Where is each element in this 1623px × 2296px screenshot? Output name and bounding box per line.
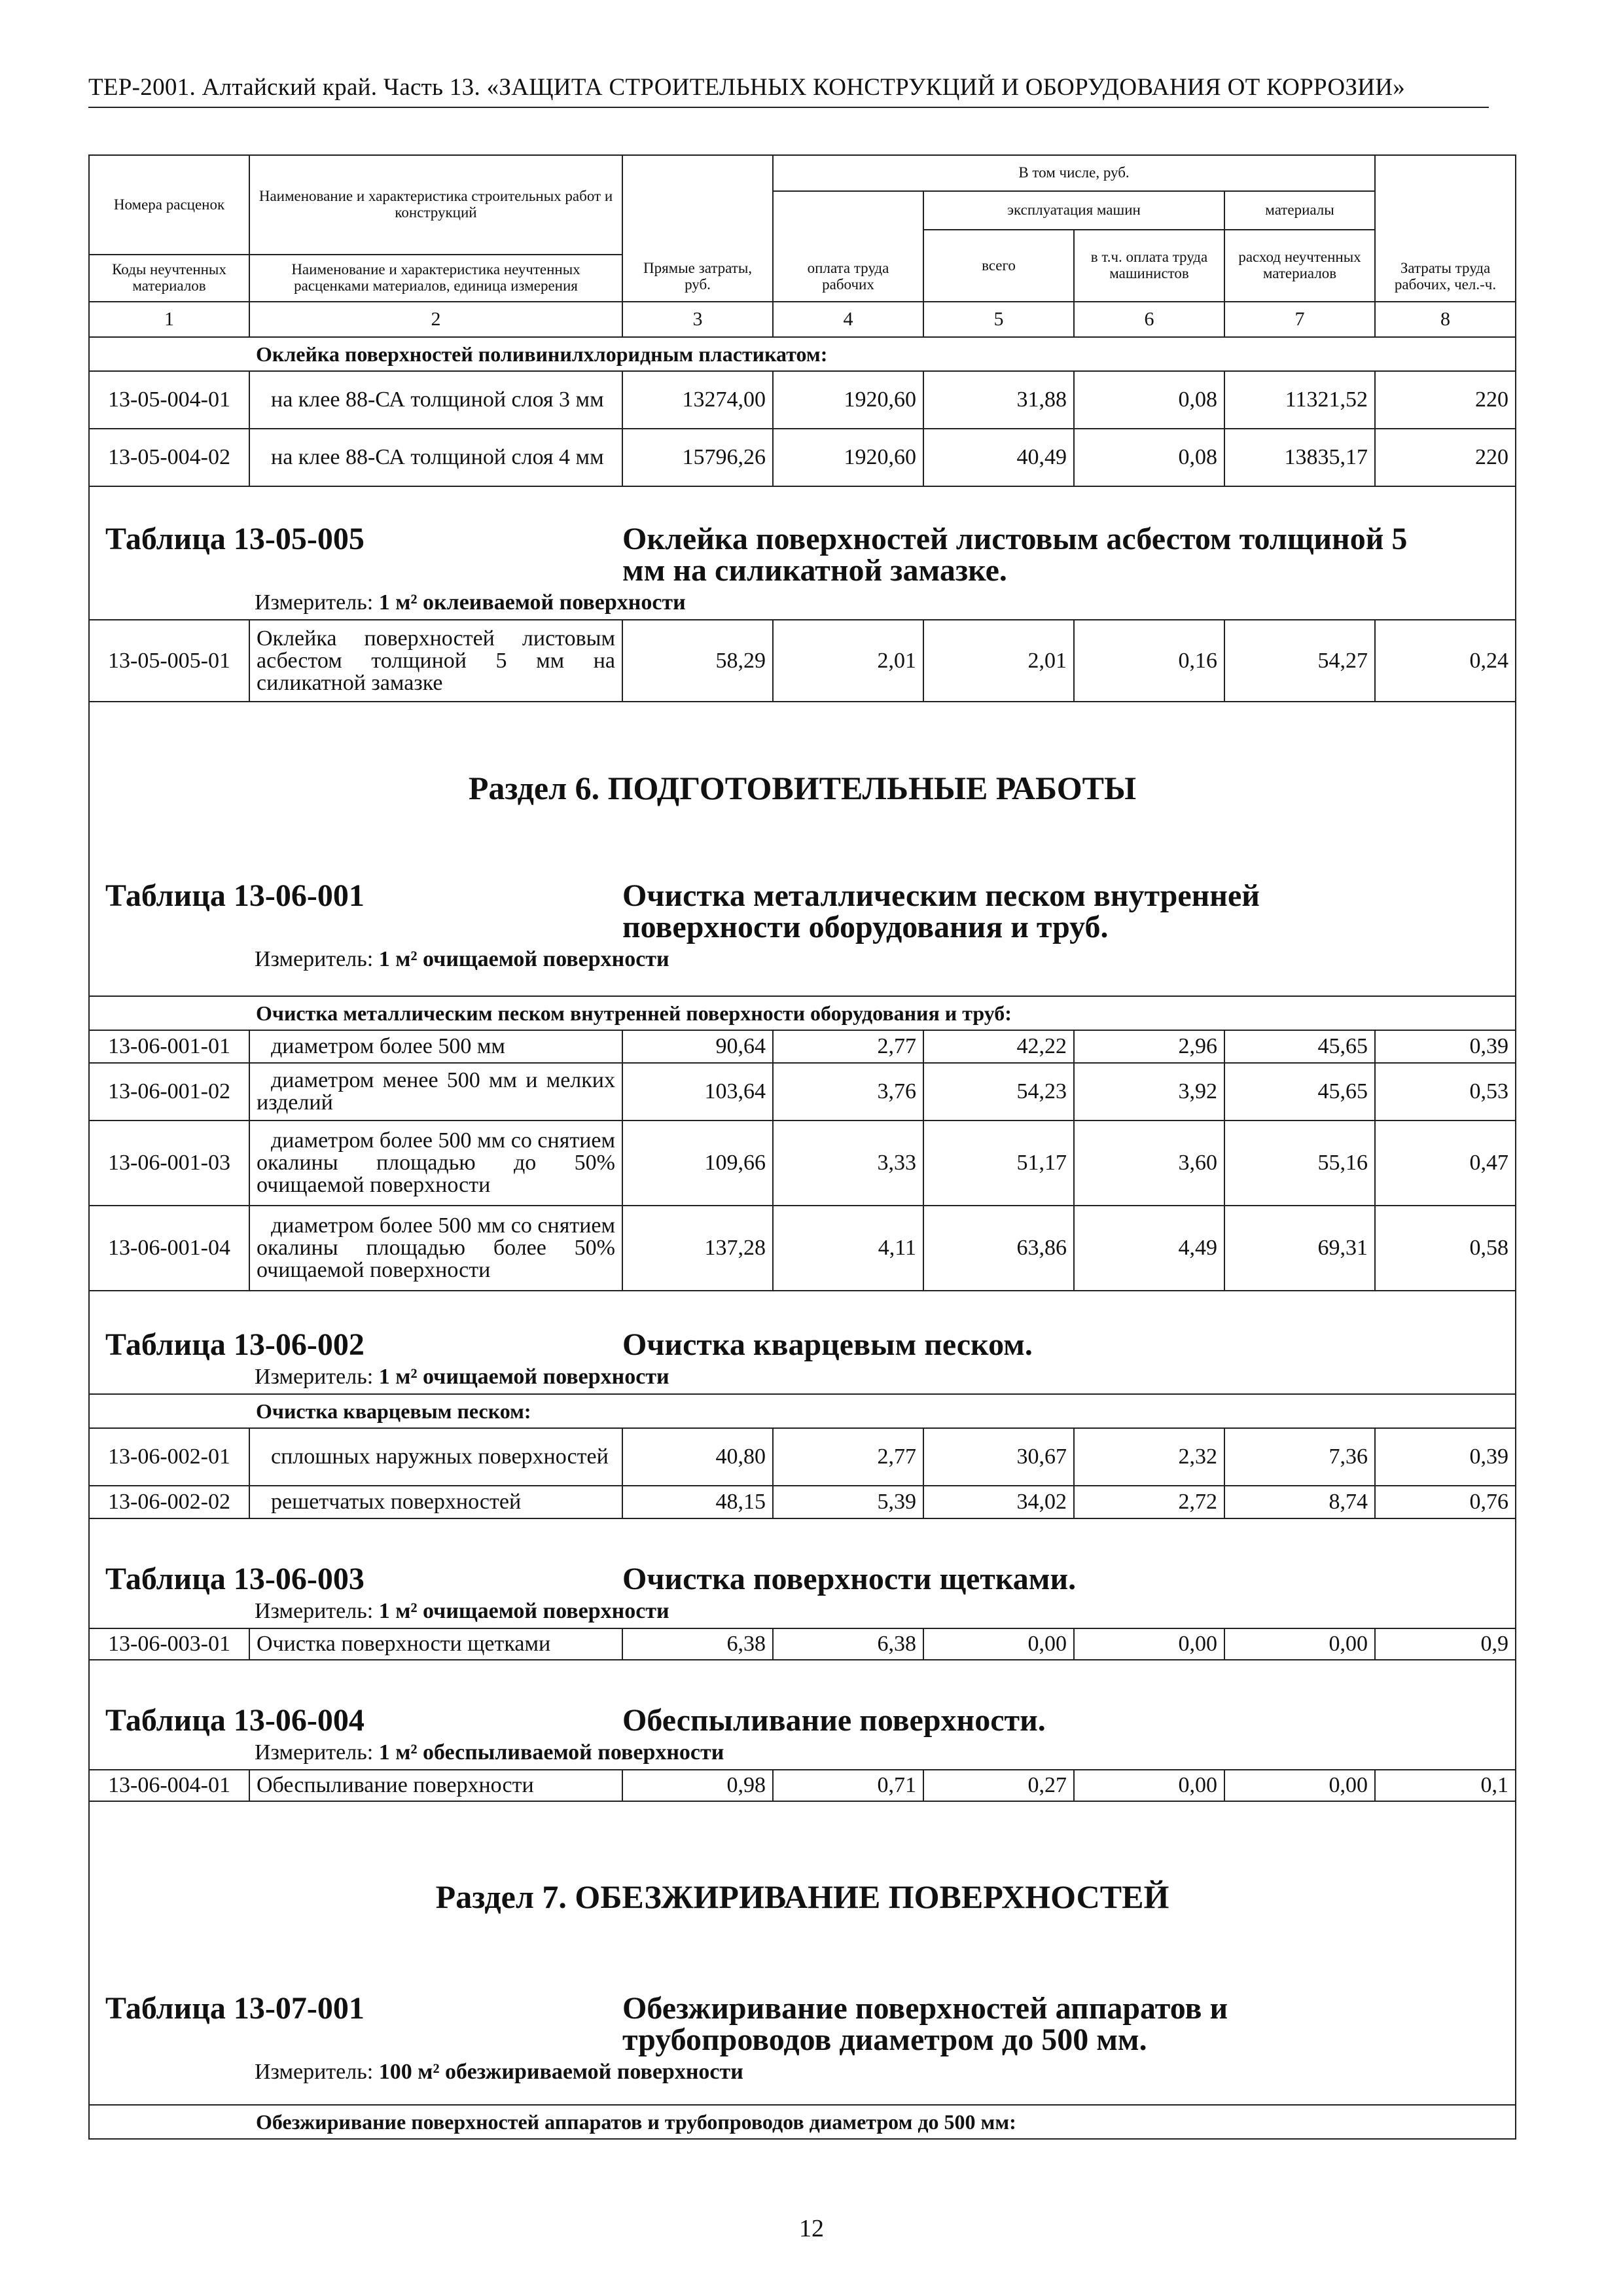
meter-label: Измеритель:: [255, 1365, 374, 1389]
materials-cost: 13835,17: [1224, 429, 1375, 486]
meter-value: 1 м² оклеиваемой поверхности: [378, 590, 686, 615]
rate-name: диаметром более 500 мм со снятием окалины площадью до 50% очищаемой поверхности: [249, 1121, 622, 1206]
direct-cost: 6,38: [622, 1628, 773, 1660]
table-title: [90, 1564, 1515, 1595]
meter-line: [90, 1599, 1515, 1624]
rate-name: на клее 88-СА толщиной слоя 3 мм: [249, 371, 622, 429]
table-block: [89, 1518, 1516, 1628]
machines-total: 40,49: [923, 429, 1074, 486]
materials-cost: 11321,52: [1224, 371, 1375, 429]
table-block: [89, 1291, 1516, 1394]
materials-cost: 54,27: [1224, 620, 1375, 702]
col-number: 3: [622, 302, 773, 337]
table-name: Очистка поверхности щетками.: [622, 1562, 1077, 1596]
table-number: Таблица 13-07-001: [105, 1991, 365, 2026]
meter-value: 100 м² обезжириваемой поверхности: [378, 2060, 743, 2084]
machines-total: 2,01: [923, 620, 1074, 702]
col-number: 7: [1224, 302, 1375, 337]
machines-total: 31,88: [923, 371, 1074, 429]
labor-hours: 220: [1375, 429, 1516, 486]
meter-line: [90, 590, 1515, 615]
labor-pay: 3,33: [773, 1121, 923, 1206]
group-row: [89, 996, 1516, 1030]
direct-cost: 109,66: [622, 1121, 773, 1206]
section-block: [89, 702, 1516, 996]
machinists-pay: 4,49: [1074, 1206, 1224, 1291]
rate-code: 13-05-004-02: [89, 429, 249, 486]
labor-hours: 0,39: [1375, 1428, 1516, 1486]
labor-hours: 0,58: [1375, 1206, 1516, 1291]
labor-pay: 2,77: [773, 1428, 923, 1486]
col6-header: в т.ч. оплата труда машинистов: [1074, 230, 1224, 302]
group-row: [89, 1394, 1516, 1428]
materials-cost: 69,31: [1224, 1206, 1375, 1291]
labor-hours: 0,1: [1375, 1770, 1516, 1801]
table-number: Таблица 13-06-004: [105, 1703, 365, 1738]
machines-total: 30,67: [923, 1428, 1074, 1486]
machinists-pay: 0,08: [1074, 371, 1224, 429]
running-title: ТЕР-2001. Алтайский край. Часть 13. «ЗАЩИТА СТРОИТЕЛЬНЫХ КОНСТРУКЦИЙ И ОБОРУДОВАНИЯ ОТ КОРРОЗИИ»: [88, 74, 1406, 101]
group-row: [89, 337, 1516, 371]
table-title: [90, 524, 1515, 586]
col1-top-header: Номера расценок: [89, 155, 249, 255]
meter-label: Измеритель:: [255, 1740, 374, 1765]
rate-code: 13-06-003-01: [89, 1628, 249, 1660]
direct-cost: 0,98: [622, 1770, 773, 1801]
materials-cost: 8,74: [1224, 1486, 1375, 1518]
group-title: Обезжиривание поверхностей аппаратов и трубопроводов диаметром до 500 мм:: [249, 2105, 1516, 2139]
meter-line: [90, 1740, 1515, 1765]
meter-line: [90, 947, 1515, 972]
materials-cost: 0,00: [1224, 1770, 1375, 1801]
table-row: [89, 429, 1516, 486]
machines-total: 51,17: [923, 1121, 1074, 1206]
labor-hours: 0,39: [1375, 1030, 1516, 1063]
rate-name: сплошных наружных поверхностей: [249, 1428, 622, 1486]
col-number: 8: [1375, 302, 1516, 337]
header-row-1: [89, 155, 1516, 191]
direct-cost: 48,15: [622, 1486, 773, 1518]
labor-hours: 0,76: [1375, 1486, 1516, 1518]
col2-bottom-header: Наименование и характеристика неучтенных расценками материалов, единица измерения: [249, 255, 622, 302]
materials-cost: 45,65: [1224, 1063, 1375, 1121]
machinists-pay: 2,96: [1074, 1030, 1224, 1063]
col-number: 2: [249, 302, 622, 337]
labor-hours: 0,9: [1375, 1628, 1516, 1660]
incl-header: В том числе, руб.: [773, 155, 1375, 191]
rate-code: 13-06-001-01: [89, 1030, 249, 1063]
col2-top-header: Наименование и характеристика строительных работ и конструкций: [249, 155, 622, 255]
rate-name: Очистка поверхности щетками: [249, 1628, 622, 1660]
rate-name: решетчатых поверхностей: [249, 1486, 622, 1518]
table-name: Очистка металлическим песком внутренней поверхности оборудования и труб.: [622, 878, 1260, 944]
section-block: [89, 1801, 1516, 2105]
machinists-pay: 3,60: [1074, 1121, 1224, 1206]
table-row: [89, 1030, 1516, 1063]
col-number: 1: [89, 302, 249, 337]
table-row: [89, 620, 1516, 702]
meter-label: Измеритель:: [255, 947, 374, 971]
direct-cost: 103,64: [622, 1063, 773, 1121]
labor-pay: 1920,60: [773, 429, 923, 486]
labor-pay: 5,39: [773, 1486, 923, 1518]
rate-name: на клее 88-СА толщиной слоя 4 мм: [249, 429, 622, 486]
rate-code: 13-05-004-01: [89, 371, 249, 429]
meter-label: Измеритель:: [255, 1599, 374, 1623]
machinists-pay: 2,32: [1074, 1428, 1224, 1486]
machines-total: 42,22: [923, 1030, 1074, 1063]
table-block: [89, 1660, 1516, 1770]
group-row: [89, 2105, 1516, 2139]
table-title: [90, 880, 1515, 943]
rate-code: 13-05-005-01: [89, 620, 249, 702]
group-title: Оклейка поверхностей поливинилхлоридным пластикатом:: [249, 337, 1516, 371]
labor-hours: 220: [1375, 371, 1516, 429]
column-numbers-row: [89, 302, 1516, 337]
col5-header: всего: [923, 230, 1074, 302]
labor-pay: 2,77: [773, 1030, 923, 1063]
labor-pay: 6,38: [773, 1628, 923, 1660]
table-row: [89, 1628, 1516, 1660]
rate-code: 13-06-001-04: [89, 1206, 249, 1291]
machinists-pay: 0,00: [1074, 1770, 1224, 1801]
labor-pay: 1920,60: [773, 371, 923, 429]
machinists-pay: 3,92: [1074, 1063, 1224, 1121]
meter-line: [90, 2060, 1515, 2085]
group-title: Очистка металлическим песком внутренней поверхности оборудования и труб:: [249, 996, 1516, 1030]
direct-cost: 40,80: [622, 1428, 773, 1486]
rate-name: диаметром менее 500 мм и мелких изделий: [249, 1063, 622, 1121]
table-name: Обезжиривание поверхностей аппаратов и трубопроводов диаметром до 500 мм.: [622, 1991, 1228, 2057]
rate-name: Оклейка поверхностей листовым асбестом толщиной 5 мм на силикатной замазке: [249, 620, 622, 702]
labor-pay: 4,11: [773, 1206, 923, 1291]
section-heading: Раздел 7. ОБЕЗЖИРИВАНИЕ ПОВЕРХНОСТЕЙ: [435, 1878, 1169, 1915]
machines-total: 0,27: [923, 1770, 1074, 1801]
price-table: [88, 154, 1516, 2140]
machinists-pay: 0,00: [1074, 1628, 1224, 1660]
labor-hours: 0,47: [1375, 1121, 1516, 1206]
table-row: [89, 1121, 1516, 1206]
meter-value: 1 м² очищаемой поверхности: [378, 1365, 669, 1389]
machinists-pay: 0,16: [1074, 620, 1224, 702]
rate-code: 13-06-001-02: [89, 1063, 249, 1121]
machines-total: 34,02: [923, 1486, 1074, 1518]
page-number: 12: [799, 2215, 824, 2242]
table-name: Обеспыливание поверхности.: [622, 1703, 1046, 1738]
direct-cost: 13274,00: [622, 371, 773, 429]
section-heading: Раздел 6. ПОДГОТОВИТЕЛЬНЫЕ РАБОТЫ: [468, 770, 1137, 806]
table-row: [89, 1063, 1516, 1121]
direct-cost: 15796,26: [622, 429, 773, 486]
materials-header: материалы: [1224, 191, 1375, 230]
labor-pay: 3,76: [773, 1063, 923, 1121]
materials-cost: 45,65: [1224, 1030, 1375, 1063]
col-number: 4: [773, 302, 923, 337]
machinists-pay: 2,72: [1074, 1486, 1224, 1518]
table-number: Таблица 13-06-003: [105, 1562, 365, 1596]
machines-total: 63,86: [923, 1206, 1074, 1291]
labor-pay: 0,71: [773, 1770, 923, 1801]
machinists-pay: 0,08: [1074, 429, 1224, 486]
meter-value: 1 м² обеспыливаемой поверхности: [378, 1740, 724, 1765]
table-number: Таблица 13-05-005: [105, 522, 365, 556]
rate-name: Обеспыливание поверхности: [249, 1770, 622, 1801]
meter-line: [90, 1365, 1515, 1390]
rate-name: диаметром более 500 мм со снятием окалины площадью более 50% очищаемой поверхности: [249, 1206, 622, 1291]
col7-header: расход неучтенных материалов: [1224, 230, 1375, 302]
rate-code: 13-06-002-02: [89, 1486, 249, 1518]
table-row: [89, 1428, 1516, 1486]
table-row: [89, 1206, 1516, 1291]
materials-cost: 7,36: [1224, 1428, 1375, 1486]
machines-total: 54,23: [923, 1063, 1074, 1121]
materials-cost: 55,16: [1224, 1121, 1375, 1206]
direct-cost: 58,29: [622, 620, 773, 702]
table-number: Таблица 13-06-001: [105, 878, 365, 913]
col3-header: Прямые затраты, руб.: [622, 155, 773, 302]
rate-code: 13-06-001-03: [89, 1121, 249, 1206]
direct-cost: 137,28: [622, 1206, 773, 1291]
table-row: [89, 1770, 1516, 1801]
rate-code: 13-06-004-01: [89, 1770, 249, 1801]
rate-name: диаметром более 500 мм: [249, 1030, 622, 1063]
meter-value: 1 м² очищаемой поверхности: [378, 947, 669, 971]
group-title: Очистка кварцевым песком:: [249, 1394, 1516, 1428]
table-name: Очистка кварцевым песком.: [622, 1327, 1033, 1362]
machines-header: эксплуатация машин: [923, 191, 1224, 230]
labor-pay: 2,01: [773, 620, 923, 702]
machines-total: 0,00: [923, 1628, 1074, 1660]
table-row: [89, 371, 1516, 429]
labor-hours: 0,24: [1375, 620, 1516, 702]
table-title: [90, 1705, 1515, 1736]
direct-cost: 90,64: [622, 1030, 773, 1063]
col1-bottom-header: Коды неучтенных материалов: [89, 255, 249, 302]
table-block: [89, 486, 1516, 620]
meter-label: Измеритель:: [255, 2060, 374, 2084]
col-number: 6: [1074, 302, 1224, 337]
table-row: [89, 1486, 1516, 1518]
rate-code: 13-06-002-01: [89, 1428, 249, 1486]
meter-value: 1 м² очищаемой поверхности: [378, 1599, 669, 1623]
meter-label: Измеритель:: [255, 590, 374, 615]
materials-cost: 0,00: [1224, 1628, 1375, 1660]
table-title: [90, 1329, 1515, 1361]
labor-hours: 0,53: [1375, 1063, 1516, 1121]
col4-header: оплата труда рабочих: [773, 191, 923, 302]
col8-header: Затраты труда рабочих, чел.-ч.: [1375, 155, 1516, 302]
table-name: Оклейка поверхностей листовым асбестом толщиной 5 мм на силикатной замазке.: [622, 522, 1408, 588]
col-number: 5: [923, 302, 1074, 337]
table-title: [90, 1993, 1515, 2056]
table-number: Таблица 13-06-002: [105, 1327, 365, 1362]
header-rule: [88, 107, 1489, 108]
